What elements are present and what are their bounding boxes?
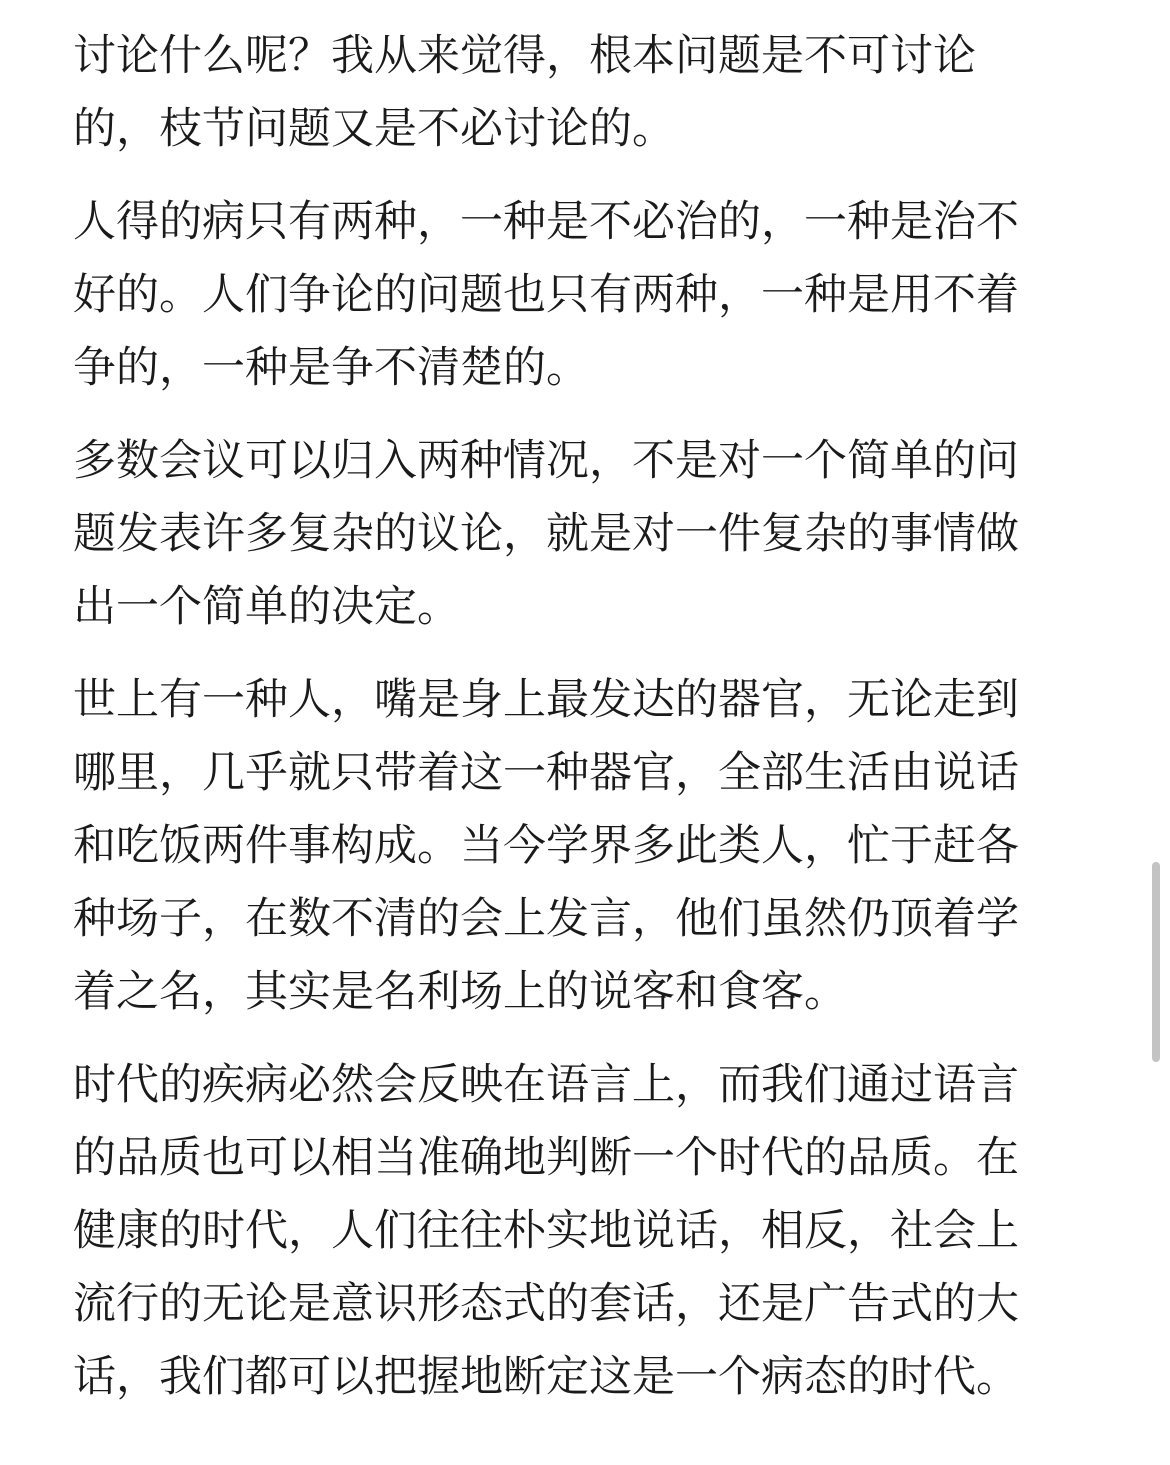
text-line: 着之名，其实是名利场上的说客和食客。: [73, 967, 847, 1017]
text-line: 多数会议可以归入两种情况，不是对一个简单的问: [73, 436, 1019, 486]
text-line: 话，我们都可以把握地断定这是一个病态的时代。: [73, 1352, 1019, 1402]
text-line: 种场子，在数不清的会上发言，他们虽然仍顶着学: [73, 894, 1019, 944]
text-line: 世上有一种人，嘴是身上最发达的器官，无论走到: [73, 675, 1019, 725]
text-line: 出一个简单的决定。: [73, 582, 460, 632]
text-line: 题发表许多复杂的议论，就是对一件复杂的事情做: [73, 509, 1019, 559]
paragraph-5: [73, 1049, 1088, 1414]
text-line: 好的。人们争论的问题也只有两种，一种是用不着: [73, 270, 1019, 320]
text-line: 的，枝节问题又是不必讨论的。: [73, 104, 675, 154]
text-line: 和吃饭两件事构成。当今学界多此类人，忙于赶各: [73, 821, 1019, 871]
text-line: 争的，一种是争不清楚的。: [73, 343, 589, 393]
text-line: 讨论什么呢？我从来觉得，根本问题是不可讨论: [73, 31, 976, 81]
text-line: 的品质也可以相当准确地判断一个时代的品质。在: [73, 1133, 1019, 1183]
text-line: 人得的病只有两种，一种是不必治的，一种是治不: [73, 197, 1019, 247]
text-line: 健康的时代，人们往往朴实地说话，相反，社会上: [73, 1206, 1019, 1256]
text-line: 流行的无论是意识形态式的套话，还是广告式的大: [73, 1279, 1019, 1329]
text-line: 时代的疾病必然会反映在语言上，而我们通过语言: [73, 1060, 1019, 1110]
paragraph-3: [73, 425, 1088, 644]
paragraph-2: [73, 186, 1088, 405]
paragraph-1: [73, 20, 1088, 166]
vertical-scrollbar[interactable]: [1152, 862, 1160, 1062]
article-body: [73, 20, 1088, 1434]
text-line: 哪里，几乎就只带着这一种器官，全部生活由说话: [73, 748, 1019, 798]
paragraph-4: [73, 664, 1088, 1029]
